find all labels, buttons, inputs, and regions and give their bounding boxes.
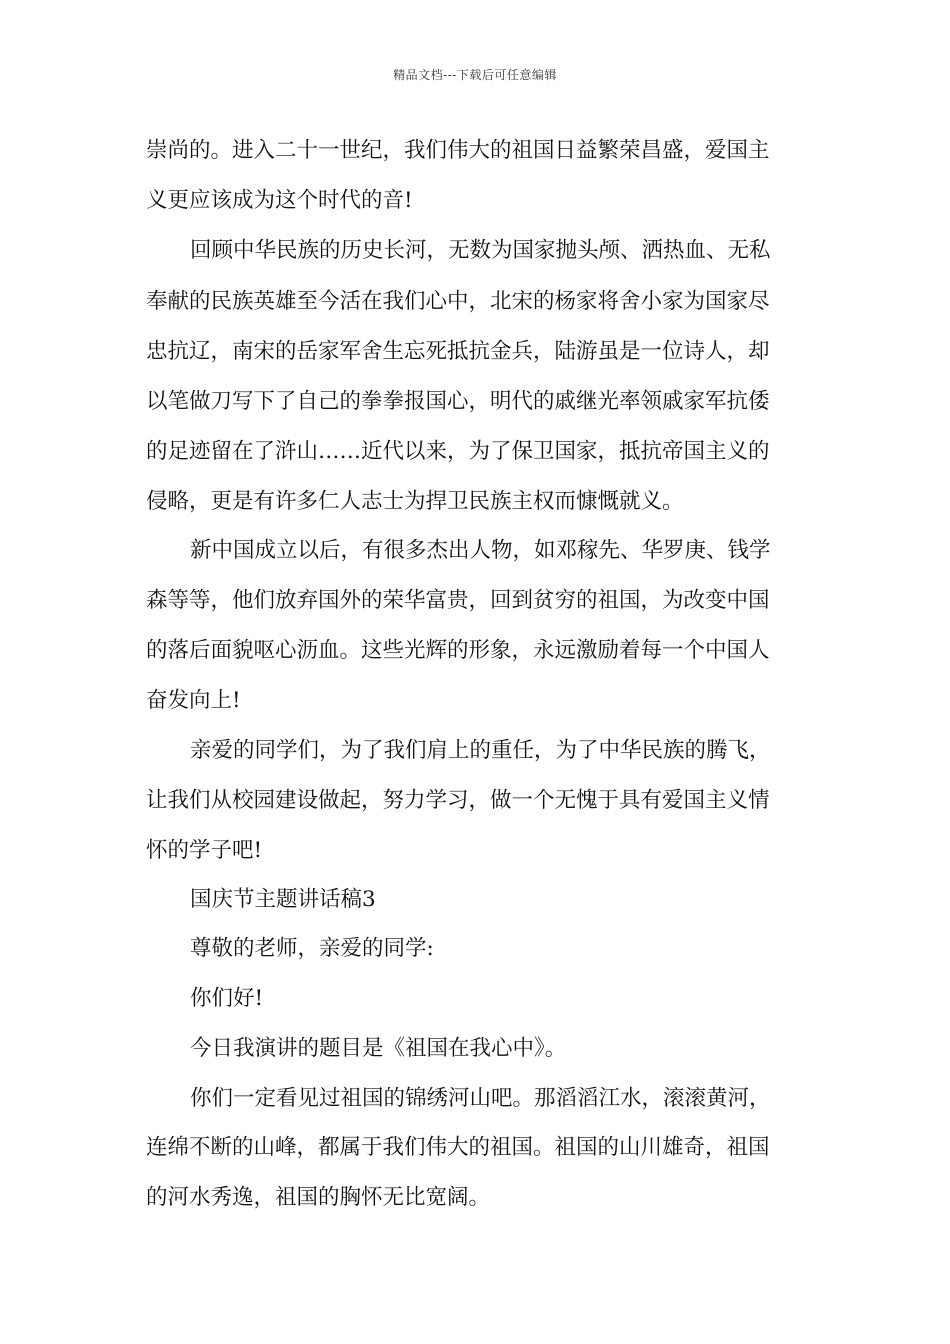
page-header: 精品文档---下载后可任意编辑 (393, 68, 557, 82)
text-line: 奉献的民族英雄至今活在我们心中，北宋的杨家将舍小家为国家尽 (146, 289, 770, 314)
text-line: 的足迹留在了浒山……近代以来，为了保卫国家，抵抗帝国主义的 (146, 439, 770, 464)
text-line: 忠抗辽，南宋的岳家军舍生忘死抵抗金兵，陆游虽是一位诗人，却 (146, 339, 770, 364)
text-line: 的河水秀逸，祖国的胸怀无比宽阔。 (146, 1185, 491, 1210)
text-line: 以笔做刀写下了自己的拳拳报国心，明代的戚继光率领戚家军抗倭 (146, 389, 770, 414)
salutation: 尊敬的老师，亲爱的同学: (190, 936, 434, 961)
text-line: 亲爱的同学们，为了我们肩上的重任，为了中华民族的腾飞， (190, 738, 771, 763)
greeting: 你们好! (190, 986, 264, 1011)
section-title: 国庆节主题讲话稿3 (190, 887, 376, 912)
text-line: 回顾中华民族的历史长河，无数为国家抛头颅、洒热血、无私 (190, 238, 771, 263)
text-line: 森等等，他们放弃国外的荣华富贵，回到贫穷的祖国，为改变中国 (146, 588, 770, 613)
text-line: 崇尚的。进入二十一世纪，我们伟大的祖国日益繁荣昌盛，爱国主 (146, 138, 770, 163)
text-line: 连绵不断的山峰，都属于我们伟大的祖国。祖国的山川雄奇，祖国 (146, 1135, 770, 1160)
text-line: 今日我演讲的题目是《祖国在我心中》。 (190, 1036, 567, 1061)
text-line: 的落后面貌呕心沥血。这些光辉的形象，永远激励着每一个中国人 (146, 638, 770, 663)
text-line: 你们一定看见过祖国的锦绣河山吧。那滔滔江水，滚滚黄河， (190, 1086, 771, 1111)
text-line: 侵略，更是有许多仁人志士为捍卫民族主权而慷慨就义。 (146, 489, 684, 514)
text-line: 怀的学子吧! (146, 838, 263, 863)
text-line: 新中国成立以后，有很多杰出人物，如邓稼先、华罗庚、钱学 (190, 538, 771, 563)
text-line: 让我们从校园建设做起，努力学习，做一个无愧于具有爱国主义情 (146, 788, 770, 813)
text-line: 奋发向上! (146, 688, 241, 713)
text-line: 义更应该成为这个时代的音! (146, 188, 413, 213)
